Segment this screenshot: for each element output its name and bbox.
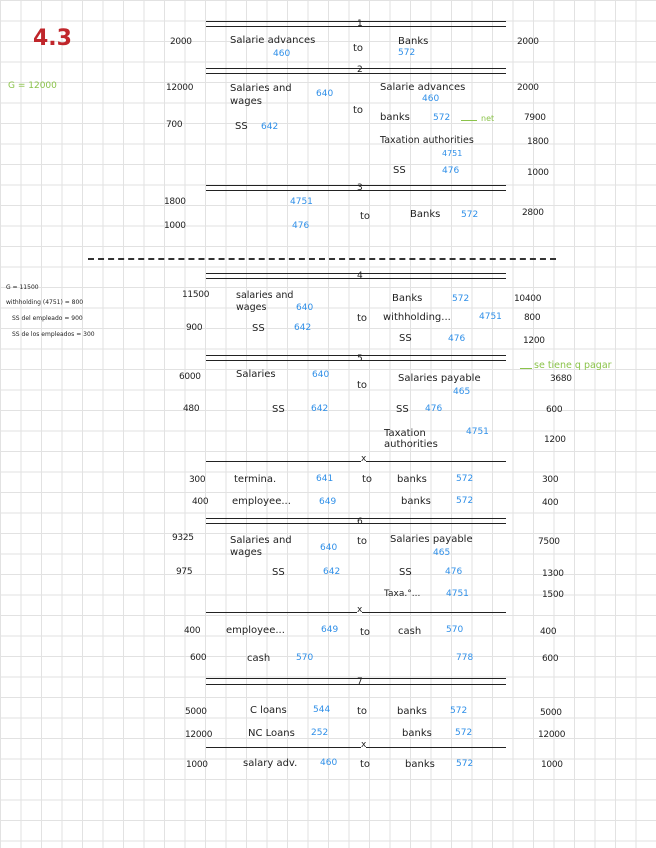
net-note: net [481, 114, 495, 123]
amount: 7900 [524, 113, 546, 123]
account-code: 572 [433, 113, 451, 123]
entry-x: x [361, 454, 367, 464]
account-name: SS [272, 404, 285, 415]
entry-number: 7 [357, 677, 363, 687]
amount: 700 [166, 120, 183, 130]
account-code: 642 [323, 567, 341, 577]
account-name: SS [393, 165, 406, 176]
amount: 600 [190, 653, 207, 663]
amount: 1800 [527, 137, 549, 147]
amount: 6000 [179, 372, 201, 382]
account-name: Salaries payable [398, 373, 481, 384]
account-name: SS [235, 121, 248, 132]
account-name: cash [398, 626, 422, 637]
account-code: 252 [311, 728, 329, 738]
amount: 480 [183, 404, 200, 414]
account-name: Salaries and wages [230, 83, 292, 107]
amount: 1000 [527, 168, 549, 178]
account-code: 476 [425, 404, 443, 414]
amount: 5000 [185, 707, 207, 717]
account-code: 476 [445, 567, 463, 577]
account-name: employee... [232, 496, 291, 507]
account-code: 572 [461, 210, 479, 220]
account-name: Taxa.°... [384, 589, 421, 599]
amount: 1000 [164, 221, 186, 231]
amount: 1000 [186, 760, 208, 770]
amount: 300 [189, 475, 206, 485]
amount: 800 [524, 313, 541, 323]
account-name: cash [247, 653, 271, 664]
entry-number: 5 [357, 354, 363, 364]
note-line: SS del empleado = 900 [12, 315, 83, 322]
account-code: 642 [261, 122, 279, 132]
account-name: salaries and wages [236, 290, 294, 313]
account-name: withholding... [383, 312, 451, 323]
account-name: SS [399, 333, 412, 344]
account-code: 572 [456, 496, 474, 506]
account-name: Salarie advances [380, 82, 466, 93]
account-code: 649 [319, 497, 337, 507]
account-code: 572 [456, 474, 474, 484]
account-code: 465 [433, 548, 451, 558]
account-code: 572 [450, 706, 468, 716]
amount: 1800 [164, 197, 186, 207]
note-se: se tiene q pagar [534, 360, 612, 371]
account-code: 572 [456, 759, 474, 769]
amount: 400 [542, 498, 559, 508]
amount: 12000 [185, 730, 213, 740]
account-name: Salarie advances [230, 35, 316, 46]
account-name: SS [396, 404, 409, 415]
amount: 5000 [540, 708, 562, 718]
section-divider [88, 258, 556, 260]
account-code: 572 [452, 294, 470, 304]
amount: 900 [186, 323, 203, 333]
account-name: banks [402, 728, 432, 739]
amount: 1300 [542, 569, 564, 579]
account-code: 460 [273, 49, 291, 59]
account-name: banks [397, 474, 427, 485]
to-label: to [362, 474, 373, 485]
amount: 600 [546, 405, 563, 415]
arrow-icon [461, 120, 477, 121]
account-name: banks [380, 112, 410, 123]
account-code: 640 [312, 370, 330, 380]
note-line: withholding (4751) = 800 [6, 299, 84, 306]
to-label: to [360, 627, 371, 638]
amount: 1500 [542, 590, 564, 600]
amount: 300 [542, 475, 559, 485]
amount: 12000 [166, 83, 194, 93]
account-name: Banks [410, 209, 441, 220]
account-name: banks [401, 496, 431, 507]
account-code: 4751 [479, 312, 502, 322]
entry-number: 3 [357, 183, 363, 193]
to-label: to [357, 536, 368, 547]
account-code: 642 [294, 323, 312, 333]
amount: 400 [184, 626, 201, 636]
amount: 2000 [170, 37, 192, 47]
account-code: 4751 [446, 589, 469, 599]
account-code: 572 [455, 728, 473, 738]
note-g: G = 12000 [8, 81, 57, 91]
account-name: Taxation authorities [380, 135, 474, 146]
account-code: 570 [296, 653, 314, 663]
arrow-icon [520, 368, 532, 369]
to-label: to [357, 706, 368, 717]
account-name: Salaries and wages [230, 535, 292, 558]
entry-x: x [361, 740, 367, 750]
account-code: 649 [321, 625, 339, 635]
account-code: 4751 [290, 197, 313, 207]
account-code: 476 [292, 221, 310, 231]
account-name: banks [397, 706, 427, 717]
account-code: 572 [398, 48, 416, 58]
account-name: banks [405, 759, 435, 770]
account-code: 544 [313, 705, 331, 715]
account-name: termina. [234, 474, 277, 485]
account-code: 465 [453, 387, 471, 397]
account-code: 640 [316, 89, 334, 99]
account-name: NC Loans [248, 728, 295, 739]
amount: 400 [540, 627, 557, 637]
to-label: to [357, 380, 368, 391]
amount: 1000 [541, 760, 563, 770]
account-name: Salaries payable [390, 534, 473, 545]
account-name: Banks [392, 293, 423, 304]
account-name: C loans [250, 705, 287, 716]
account-code: 778 [456, 653, 474, 663]
amount: 1200 [544, 435, 566, 445]
note-line: SS de los empleados = 300 [12, 331, 95, 338]
amount: 1200 [523, 336, 545, 346]
account-name: SS [272, 567, 285, 578]
amount: 400 [192, 497, 209, 507]
amount: 7500 [538, 537, 560, 547]
amount: 3680 [550, 374, 572, 384]
entry-number: 4 [357, 271, 363, 281]
amount: 11500 [182, 290, 210, 300]
amount: 10400 [514, 294, 542, 304]
account-name: salary adv. [243, 758, 298, 769]
page-title: 4.3 [33, 26, 72, 51]
account-code: 640 [296, 303, 314, 313]
account-name: Taxation authorities [384, 428, 438, 450]
entry-number: 2 [357, 65, 363, 75]
amount: 12000 [538, 730, 566, 740]
account-name: Banks [398, 36, 429, 47]
to-label: to [360, 759, 371, 770]
account-code: 641 [316, 474, 334, 484]
account-code: 640 [320, 543, 338, 553]
to-label: to [357, 313, 368, 324]
account-code: 4751 [466, 427, 489, 437]
amount: 2800 [522, 208, 544, 218]
amount: 975 [176, 567, 193, 577]
entry-number: 1 [357, 19, 363, 29]
amount: 2000 [517, 37, 539, 47]
account-name: SS [399, 567, 412, 578]
to-label: to [353, 105, 364, 116]
account-name: employee... [226, 625, 285, 636]
to-label: to [353, 43, 364, 54]
account-code: 570 [446, 625, 464, 635]
to-label: to [360, 211, 371, 222]
amount: 600 [542, 654, 559, 664]
amount: 9325 [172, 533, 194, 543]
account-code: 4751 [442, 149, 463, 158]
entry-number: 6 [357, 517, 363, 527]
account-name: Salaries [236, 369, 276, 380]
account-code: 460 [320, 758, 338, 768]
entry-x: x [357, 605, 363, 615]
amount: 2000 [517, 83, 539, 93]
account-name: SS [252, 323, 265, 334]
account-code: 642 [311, 404, 329, 414]
account-code: 460 [422, 94, 440, 104]
account-code: 476 [442, 166, 460, 176]
account-code: 476 [448, 334, 466, 344]
note-line: G = 11500 [6, 284, 39, 291]
